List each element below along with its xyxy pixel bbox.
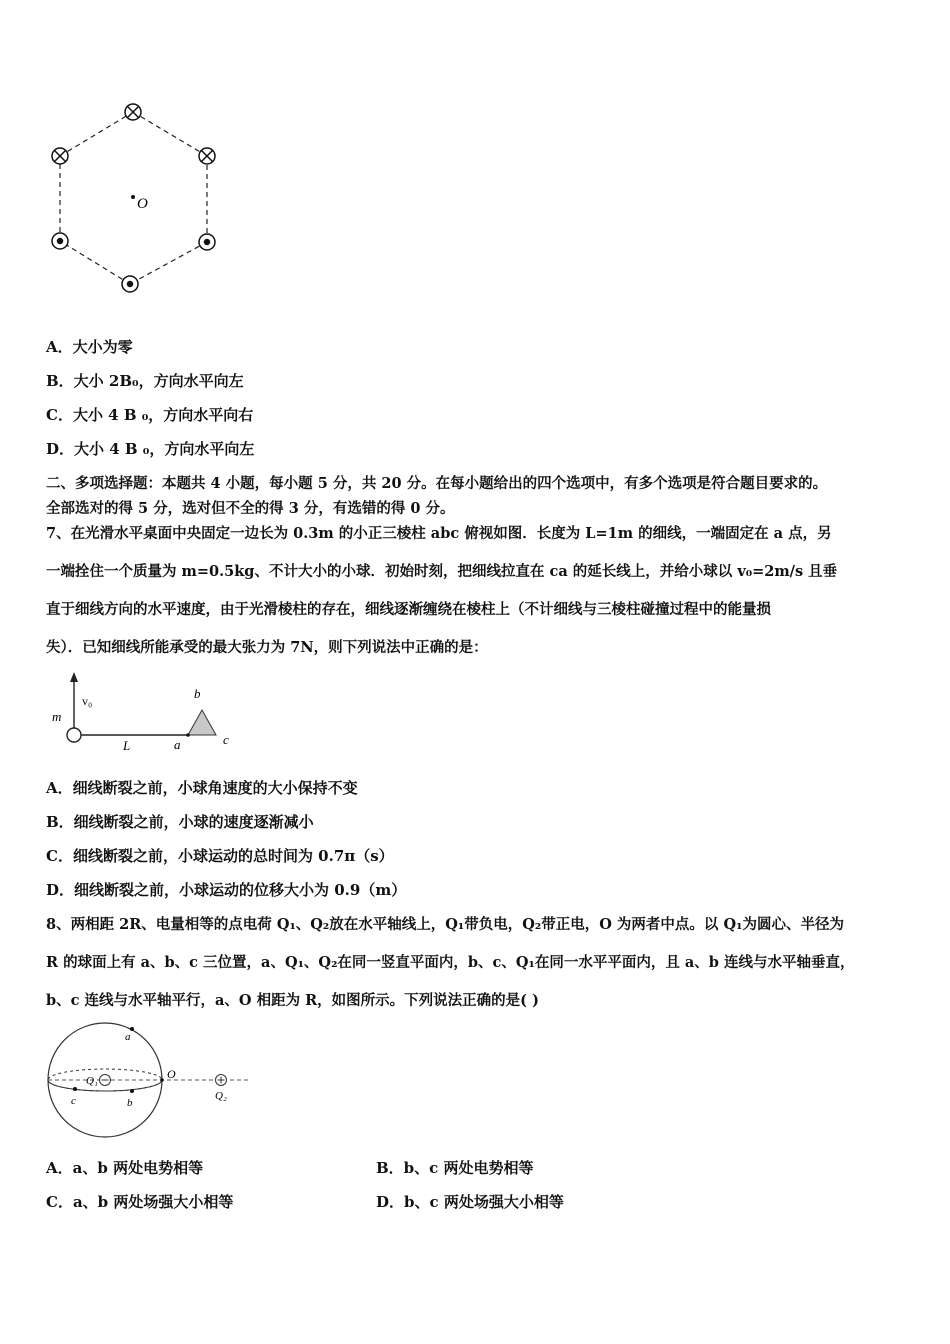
q8-stem-line2: R 的球面上有 a、b、c 三位置，a、Q₁、Q₂在同一竖直平面内，b、c、Q₁在同一水平平面内，且 a、b 连线与水平轴垂直， <box>46 954 855 971</box>
q8-option-b: B．b、c 两处电势相等 <box>376 1159 534 1177</box>
prism-string-figure <box>46 670 246 760</box>
vertex-a-label: a <box>174 737 181 752</box>
section2-heading-line1: 二、多项选择题：本题共 4 小题，每小题 5 分，共 20 分。在每小题给出的四个选项中，有多个选项是符合题目要求的。 <box>46 475 828 492</box>
length-label: L <box>123 738 131 753</box>
q7-stem-line1: 7、在光滑水平桌面中央固定一边长为 0.3m 的小正三棱柱 abc 俯视如图．长度为 L=1m 的细线，一端固定在 a 点，另 <box>46 525 832 542</box>
q2-label: Q₂ <box>215 1090 227 1102</box>
q1-label: Q₁ <box>86 1075 98 1087</box>
q6-option-c: C．大小 4 B ₀，方向水平向右 <box>46 406 254 424</box>
dot-current-icon <box>122 276 138 292</box>
q8-stem-line3: b、c 连线与水平轴平行，a、O 相距为 R，如图所示。下列说法正确的是( ) <box>46 992 539 1009</box>
center-label: O <box>137 196 148 212</box>
mass-label: m <box>52 709 62 724</box>
q6-option-a: A．大小为零 <box>46 338 133 356</box>
q7-option-a: A．细线断裂之前，小球角速度的大小保持不变 <box>46 779 358 797</box>
point-a-label: a <box>125 1031 131 1043</box>
q6-option-d: D．大小 4 B ₀，方向水平向左 <box>46 440 255 458</box>
q7-option-d: D．细线断裂之前，小球运动的位移大小为 0.9（m） <box>46 881 407 899</box>
dot-current-icon <box>199 234 215 250</box>
point-b-label: b <box>127 1097 133 1109</box>
q8-stem-line1: 8、两相距 2R、电量相等的点电荷 Q₁、Q₂放在水平轴线上，Q₁带负电，Q₂带正电，O 为两者中点。以 Q₁为圆心、半径为 <box>46 916 844 933</box>
q8-option-a: A．a、b 两处电势相等 <box>46 1159 204 1177</box>
hexagon-field-figure <box>40 98 230 298</box>
q8-option-d: D．b、c 两处场强大小相等 <box>376 1193 564 1211</box>
q7-stem-line4: 失）．已知细线所能承受的最大张力为 7N，则下列说法中正确的是： <box>46 639 488 656</box>
q7-stem-line3: 直于细线方向的水平速度，由于光滑棱柱的存在，细线逐渐缠绕在棱柱上（不计细线与三棱柱碰撞过程中的能量损 <box>46 601 771 618</box>
q7-option-c: C．细线断裂之前，小球运动的总时间为 0.7π（s） <box>46 847 394 865</box>
cross-current-icon <box>52 148 68 164</box>
q8-option-c: C．a、b 两处场强大小相等 <box>46 1193 234 1211</box>
cross-current-icon <box>125 104 141 120</box>
point-c-label: c <box>71 1095 76 1107</box>
cross-current-icon <box>199 148 215 164</box>
dot-current-icon <box>52 233 68 249</box>
q6-option-b: B．大小 2B₀，方向水平向左 <box>46 372 244 390</box>
vertex-c-label: c <box>223 732 229 747</box>
v0-label: v₀ <box>82 694 93 708</box>
q7-stem-line2: 一端拴住一个质量为 m=0.5kg、不计大小的小球．初始时刻，把细线拉直在 ca 的延长线上，并给小球以 v₀=2m/s 且垂 <box>46 563 838 580</box>
section2-heading-line2: 全部选对的得 5 分，选对但不全的得 3 分，有选错的得 0 分。 <box>46 500 455 517</box>
vertex-b-label: b <box>194 686 201 701</box>
point-o-label: O <box>167 1067 176 1081</box>
sphere-charges-figure <box>46 1022 266 1144</box>
center-point <box>131 195 135 199</box>
q7-option-b: B．细线断裂之前，小球的速度逐渐减小 <box>46 813 314 831</box>
